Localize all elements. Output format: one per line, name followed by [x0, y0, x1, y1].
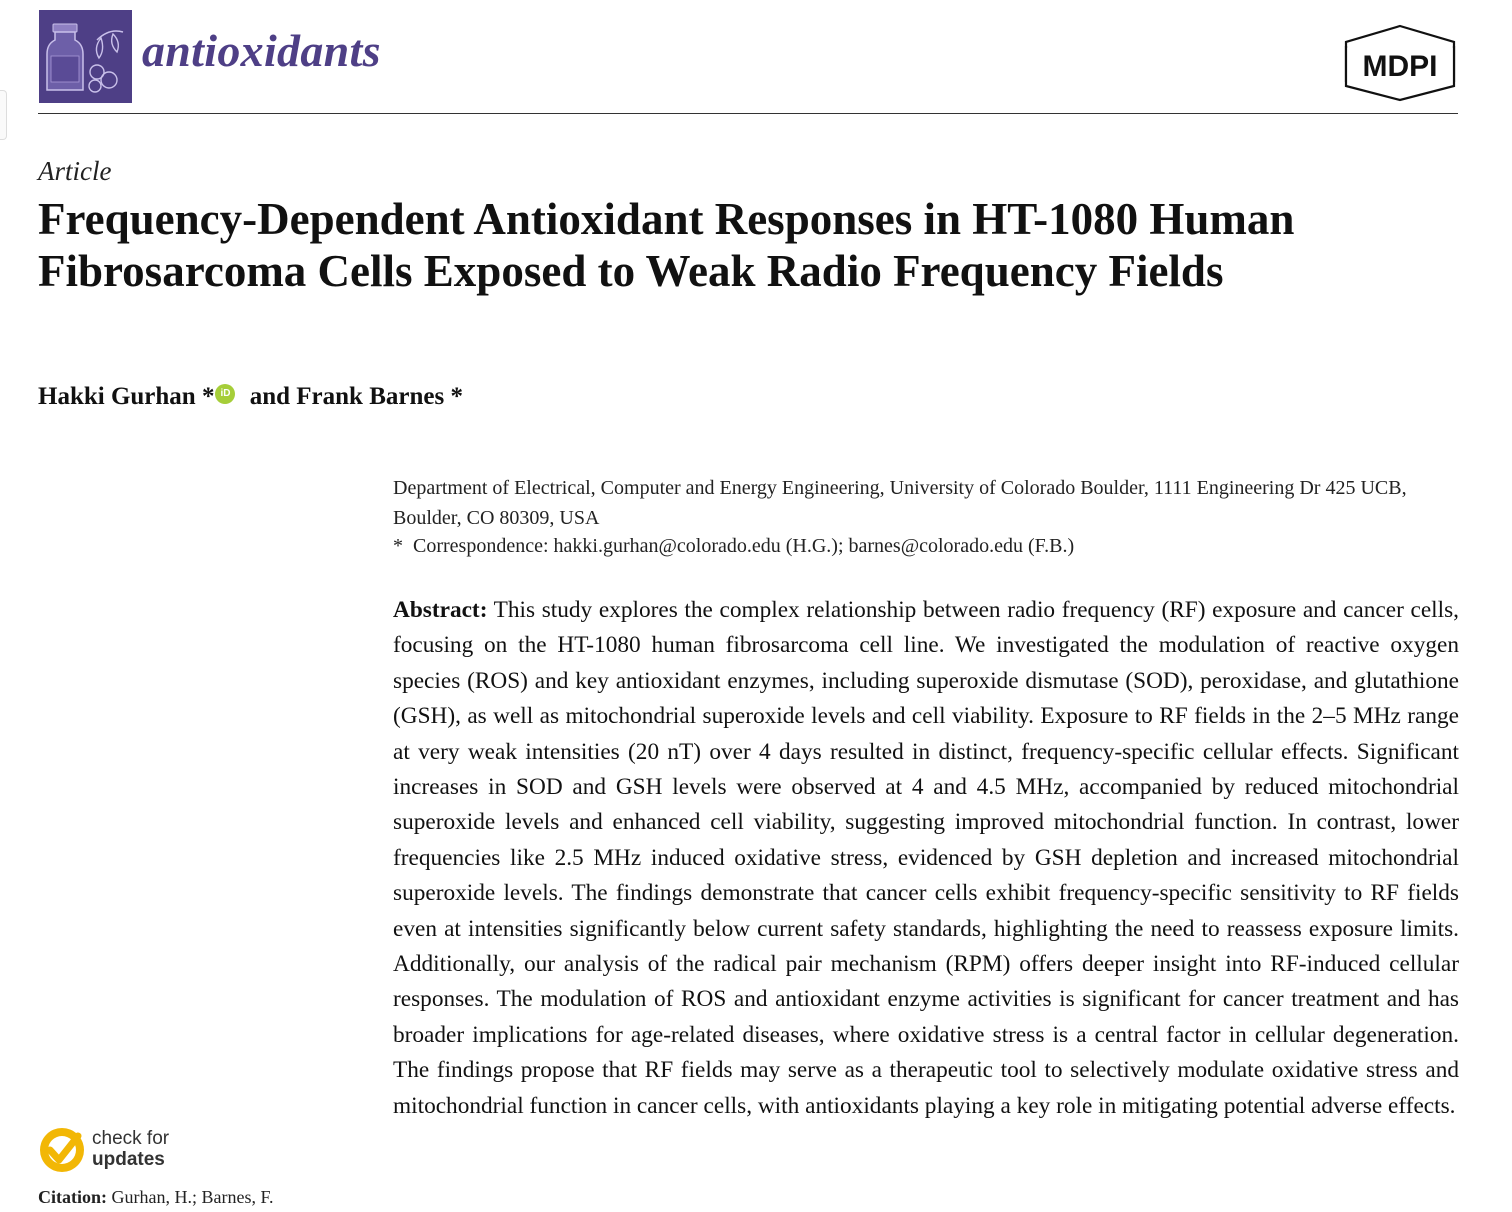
abstract — [393, 593, 1459, 1124]
updates-line-1: check for — [92, 1128, 170, 1149]
publisher-name: MDPI — [1362, 50, 1438, 83]
citation-label: Citation: — [38, 1187, 107, 1207]
updates-label — [92, 1128, 169, 1170]
abstract-text: This study explores the complex relationship between radio frequency (RF) exposure and cancer cells, focusing on the HT-1080 human fibrosarcoma cell line. We investigated the modulation of reactive oxygen species (ROS) and key antioxidant enzymes, including superoxide dismutase (SOD), peroxidase, and glutathione (GSH), as well as mitochondrial superoxide levels and cell viability. Exposure to RF fields in the 2–5 MHz range at very weak intensities (20 nT) over 4 days resulted in distinct, frequency-specific cellular effects. Significant increases in SOD and GSH levels were observed at 4 and 4.5 MHz, accompanied by reduced mitochondrial superoxide levels and enhanced cell viability, suggesting improved mitochondrial function. In contrast, lower frequencies like 2.5 MHz induced oxidative stress, evidenced by GSH depletion and increased mitochondrial superoxide levels. The findings demonstrate that cancer cells exhibit frequency-specific sensitivity to RF fields even at intensities significantly below current safety standards, highlighting the need to reassess exposure limits. Additionally, our analysis of the radical pair mechanism (RPM) offers deeper insight into RF-induced cellular responses. The modulation of ROS and antioxidant enzyme activities is significant for cancer treatment and has broader implications for age-related diseases, where oxidative stress is a central factor in cellular degeneration. The findings propose that RF fields may serve as a therapeutic tool to selectively modulate oxidative stress and mitochondrial function in cancer cells, with antioxidants playing a key role in mitigating potential adverse effects. — [393, 597, 1460, 1119]
journal-header — [38, 8, 1458, 114]
article-title: Frequency-Dependent Antioxidant Responses in HT-1080 Human Fibrosarcoma Cells Exposed to Weak Radio Frequency Fields — [38, 194, 1295, 296]
mdpi-logo[interactable] — [1342, 24, 1458, 102]
author-separator: and — [243, 383, 297, 410]
author-barnes[interactable]: Frank Barnes * — [296, 383, 463, 410]
correspondence — [393, 533, 1459, 559]
author-gurhan[interactable]: Hakki Gurhan * — [38, 383, 215, 410]
citation-text: Gurhan, H.; Barnes, F. — [111, 1187, 274, 1207]
journal-name[interactable]: antioxidants — [142, 25, 381, 76]
correspondence-text: Correspondence: hakki.gurhan@colorado.edu (H.G.); barnes@colorado.edu (F.B.) — [413, 535, 1075, 557]
check-for-updates-badge[interactable] — [38, 1124, 198, 1174]
header-divider — [38, 113, 1458, 114]
affiliation: Department of Electrical, Computer and Energy Engineering, University of Colorado Boulder, 1111 Engineering Dr 425 UCB, Boulder, CO 80309, USA — [393, 477, 1407, 529]
updates-line-2: updates — [92, 1149, 165, 1170]
correspondence-mark: * — [393, 535, 403, 557]
orcid-icon[interactable]: iD — [215, 384, 235, 404]
author-list — [38, 383, 463, 411]
article-type: Article — [38, 156, 112, 186]
bottle-and-berries-icon — [39, 10, 132, 103]
checkmark-icon — [38, 1126, 86, 1174]
citation — [38, 1187, 274, 1208]
abstract-label: Abstract: — [393, 597, 488, 623]
side-panel-tab[interactable] — [0, 90, 7, 140]
